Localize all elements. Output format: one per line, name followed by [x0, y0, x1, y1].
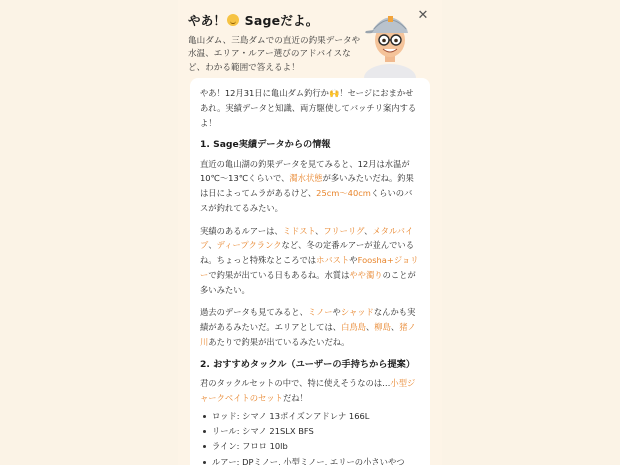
smiling-face-icon: [227, 14, 239, 26]
list-item: ライン: フロロ 10lb: [200, 439, 420, 454]
message-intro: やあ！12月31日に亀山ダム釣行か🙌！セージにおまかせあれ。実績データと知識、両方駆使してバッチリ案内するよ！: [200, 88, 417, 128]
list-item: ロッド: シマノ 13ポイズンアドレナ 166L: [200, 409, 420, 424]
list-item: リール: シマノ 21SLX BFS: [200, 424, 420, 439]
paragraph-tackle-intro: 君のタックルセットの中で、特に使えそうなのは…小型ジャークベイトのセットだね！: [200, 377, 416, 403]
assistant-message: [190, 78, 430, 465]
paragraph-recent-data: 直近の亀山湖の釣果データを見てみると、12月は水温が10℃〜13℃くらいで、濁水状態が多いみたいだね。釣果は日によってムラがあるけど、25cm〜40cmくらいのバスが釣れてるみたい。: [200, 158, 414, 213]
paragraph-past-data: 過去のデータも見てみると、ミノーやシャッドなんかも実績があるみたいだ。エリアとしては、白鳥島、柳島、猪ノ川あたりで釣果が出ているみたいだね。: [200, 307, 416, 347]
sage-avatar: [364, 2, 416, 80]
paragraph-lures: 実績のあるルアーは、ミドスト、フリーリグ、メタルバイブ、ディープクランクなど、冬の定番ルアーが並んでいるね。ちょっと特殊なところではホバストやFoosha+ジョリーで釣果が出ている日もあるね。水質はやや濁りのことが多いみたい。: [200, 225, 419, 295]
greeting-description: 亀山ダム、三島ダムでの直近の釣果データや水温、エリア・ルアー選びのアドバイスなど、わかる範囲で答えるよ！: [188, 36, 361, 73]
greeting-header: [178, 0, 442, 82]
greeting-title: やあ！ Sageだよ。: [188, 13, 319, 28]
section-heading-sage-data: 1. Sage実績データからの情報: [200, 139, 331, 151]
chat-panel: [178, 0, 442, 465]
section-heading-tackle: 2. おすすめタックル（ユーザーの手持ちから提案）: [200, 358, 416, 370]
close-button[interactable]: ✕: [417, 8, 429, 23]
list-item: ルアー: DPミノー, 小型ミノー, エリーの小さいやつ: [200, 455, 420, 465]
tackle-list: [200, 409, 420, 465]
